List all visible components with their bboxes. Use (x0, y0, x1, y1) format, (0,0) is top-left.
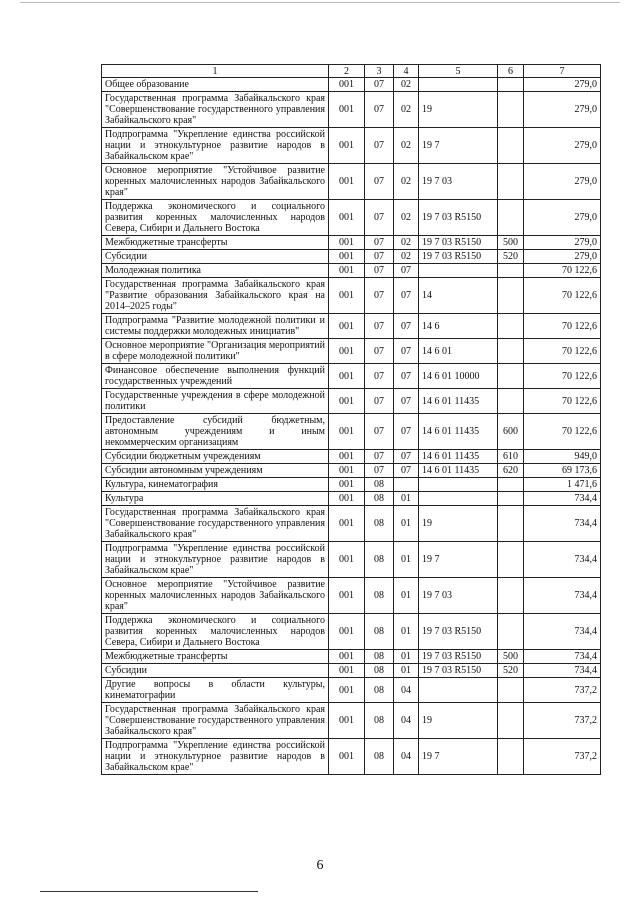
section-code-cell: 08 (365, 703, 394, 739)
expense-type-cell (498, 542, 524, 578)
admin-code-cell: 001 (329, 78, 365, 92)
subsection-code-cell: 07 (394, 464, 419, 478)
expense-type-cell (498, 78, 524, 92)
subsection-code-cell: 02 (394, 78, 419, 92)
subsection-code-cell: 02 (394, 250, 419, 264)
table-row (102, 542, 601, 578)
table-row (102, 678, 601, 703)
section-code-cell: 07 (365, 364, 394, 389)
admin-code-cell: 001 (329, 664, 365, 678)
amount-cell: 734,4 (524, 506, 601, 542)
expense-type-cell (498, 578, 524, 614)
table-row (102, 578, 601, 614)
expense-type-cell (498, 200, 524, 236)
column-header-6: 6 (498, 65, 524, 78)
subsection-code-cell: 07 (394, 450, 419, 464)
row-name-cell: Культура, кинематография (102, 478, 329, 492)
section-code-cell: 08 (365, 614, 394, 650)
amount-cell: 70 122,6 (524, 264, 601, 278)
section-code-cell: 07 (365, 278, 394, 314)
row-name-cell: Общее образование (102, 78, 329, 92)
bottom-divider (40, 891, 258, 892)
expense-type-cell: 520 (498, 664, 524, 678)
row-name-cell: Поддержка экономического и социального развития коренных малочисленных народов Севера, Сибири и Дальнего Востока (102, 200, 329, 236)
target-article-cell: 14 6 01 10000 (419, 364, 498, 389)
admin-code-cell: 001 (329, 450, 365, 464)
column-header-4: 4 (394, 65, 419, 78)
expense-type-cell (498, 739, 524, 775)
subsection-code-cell: 02 (394, 92, 419, 128)
amount-cell: 70 122,6 (524, 314, 601, 339)
subsection-code-cell: 01 (394, 664, 419, 678)
table-row (102, 703, 601, 739)
row-name-cell: Государственная программа Забайкальского края "Совершенствование государственного управления Забайкальского края" (102, 703, 329, 739)
target-article-cell: 14 6 01 11435 (419, 389, 498, 414)
amount-cell: 734,4 (524, 578, 601, 614)
expense-type-cell (498, 339, 524, 364)
section-code-cell: 07 (365, 464, 394, 478)
subsection-code-cell: 07 (394, 314, 419, 339)
target-article-cell: 19 (419, 506, 498, 542)
subsection-code-cell: 02 (394, 128, 419, 164)
row-name-cell: Молодежная политика (102, 264, 329, 278)
subsection-code-cell: 01 (394, 614, 419, 650)
expense-type-cell (498, 264, 524, 278)
table-row (102, 450, 601, 464)
subsection-code-cell: 02 (394, 164, 419, 200)
subsection-code-cell: 02 (394, 200, 419, 236)
target-article-cell: 19 7 03 R5150 (419, 650, 498, 664)
target-article-cell: 19 7 03 R5150 (419, 614, 498, 650)
table-header-row (102, 65, 601, 78)
amount-cell: 734,4 (524, 542, 601, 578)
amount-cell: 734,4 (524, 492, 601, 506)
row-name-cell: Подпрограмма "Укрепление единства российской нации и этнокультурное развитие народов в Забайкальском крае" (102, 128, 329, 164)
expense-type-cell: 500 (498, 236, 524, 250)
expense-type-cell: 600 (498, 414, 524, 450)
section-code-cell: 08 (365, 739, 394, 775)
column-header-5: 5 (419, 65, 498, 78)
expense-type-cell (498, 478, 524, 492)
section-code-cell: 08 (365, 506, 394, 542)
target-article-cell (419, 492, 498, 506)
admin-code-cell: 001 (329, 703, 365, 739)
amount-cell: 734,4 (524, 650, 601, 664)
top-divider (20, 2, 620, 3)
section-code-cell: 08 (365, 650, 394, 664)
admin-code-cell: 001 (329, 264, 365, 278)
expense-type-cell: 610 (498, 450, 524, 464)
column-header-1: 1 (102, 65, 329, 78)
row-name-cell: Подпрограмма "Укрепление единства российской нации и этнокультурное развитие народов в Забайкальском крае" (102, 739, 329, 775)
admin-code-cell: 001 (329, 200, 365, 236)
row-name-cell: Подпрограмма "Развитие молодежной политики и системы поддержки молодежных инициатив" (102, 314, 329, 339)
amount-cell: 279,0 (524, 200, 601, 236)
table-row (102, 278, 601, 314)
target-article-cell: 14 6 (419, 314, 498, 339)
amount-cell: 279,0 (524, 250, 601, 264)
amount-cell: 279,0 (524, 164, 601, 200)
section-code-cell: 07 (365, 389, 394, 414)
row-name-cell: Основное мероприятие "Устойчивое развитие коренных малочисленных народов Забайкальского края" (102, 578, 329, 614)
table-row (102, 236, 601, 250)
admin-code-cell: 001 (329, 389, 365, 414)
amount-cell: 69 173,6 (524, 464, 601, 478)
row-name-cell: Государственные учреждения в сфере молодежной политики (102, 389, 329, 414)
subsection-code-cell: 07 (394, 278, 419, 314)
admin-code-cell: 001 (329, 364, 365, 389)
expense-type-cell (498, 506, 524, 542)
table-row (102, 650, 601, 664)
amount-cell: 70 122,6 (524, 339, 601, 364)
admin-code-cell: 001 (329, 236, 365, 250)
expense-type-cell: 520 (498, 250, 524, 264)
amount-cell: 70 122,6 (524, 278, 601, 314)
amount-cell: 279,0 (524, 128, 601, 164)
row-name-cell: Межбюджетные трансферты (102, 236, 329, 250)
table-row (102, 264, 601, 278)
row-name-cell: Государственная программа Забайкальского края "Совершенствование государственного управления Забайкальского края" (102, 506, 329, 542)
target-article-cell: 19 7 (419, 128, 498, 164)
admin-code-cell: 001 (329, 164, 365, 200)
target-article-cell (419, 478, 498, 492)
admin-code-cell: 001 (329, 478, 365, 492)
amount-cell: 279,0 (524, 92, 601, 128)
expense-type-cell (498, 278, 524, 314)
admin-code-cell: 001 (329, 464, 365, 478)
section-code-cell: 07 (365, 414, 394, 450)
table-row (102, 364, 601, 389)
admin-code-cell: 001 (329, 678, 365, 703)
expense-type-cell (498, 492, 524, 506)
column-header-7: 7 (524, 65, 601, 78)
table-row (102, 414, 601, 450)
admin-code-cell: 001 (329, 128, 365, 164)
section-code-cell: 07 (365, 450, 394, 464)
target-article-cell (419, 264, 498, 278)
admin-code-cell: 001 (329, 339, 365, 364)
admin-code-cell: 001 (329, 314, 365, 339)
expense-type-cell (498, 703, 524, 739)
expense-type-cell (498, 678, 524, 703)
admin-code-cell: 001 (329, 278, 365, 314)
section-code-cell: 07 (365, 339, 394, 364)
expense-type-cell (498, 364, 524, 389)
column-header-2: 2 (329, 65, 365, 78)
row-name-cell: Поддержка экономического и социального развития коренных малочисленных народов Севера, Сибири и Дальнего Востока (102, 614, 329, 650)
section-code-cell: 07 (365, 78, 394, 92)
amount-cell: 737,2 (524, 703, 601, 739)
section-code-cell: 08 (365, 478, 394, 492)
table-row (102, 478, 601, 492)
target-article-cell: 19 7 03 R5150 (419, 236, 498, 250)
amount-cell: 70 122,6 (524, 364, 601, 389)
admin-code-cell: 001 (329, 650, 365, 664)
target-article-cell: 14 (419, 278, 498, 314)
target-article-cell: 14 6 01 (419, 339, 498, 364)
row-name-cell: Субсидии автономным учреждениям (102, 464, 329, 478)
target-article-cell: 19 (419, 703, 498, 739)
expense-type-cell (498, 128, 524, 164)
target-article-cell: 14 6 01 11435 (419, 464, 498, 478)
amount-cell: 279,0 (524, 78, 601, 92)
subsection-code-cell: 01 (394, 650, 419, 664)
target-article-cell: 14 6 01 11435 (419, 450, 498, 464)
section-code-cell: 07 (365, 200, 394, 236)
subsection-code-cell (394, 478, 419, 492)
target-article-cell: 19 7 (419, 739, 498, 775)
row-name-cell: Подпрограмма "Укрепление единства российской нации и этнокультурное развитие народов в Забайкальском крае" (102, 542, 329, 578)
table-row (102, 314, 601, 339)
admin-code-cell: 001 (329, 250, 365, 264)
subsection-code-cell: 04 (394, 703, 419, 739)
target-article-cell (419, 678, 498, 703)
table-row (102, 78, 601, 92)
column-header-3: 3 (365, 65, 394, 78)
subsection-code-cell: 07 (394, 414, 419, 450)
amount-cell: 737,2 (524, 739, 601, 775)
target-article-cell: 19 7 03 (419, 164, 498, 200)
admin-code-cell: 001 (329, 739, 365, 775)
table-row (102, 200, 601, 236)
admin-code-cell: 001 (329, 578, 365, 614)
subsection-code-cell: 01 (394, 542, 419, 578)
table-row (102, 614, 601, 650)
section-code-cell: 08 (365, 664, 394, 678)
row-name-cell: Субсидии (102, 250, 329, 264)
amount-cell: 70 122,6 (524, 389, 601, 414)
row-name-cell: Государственная программа Забайкальского края "Развитие образования Забайкальского края на 2014–2025 годы" (102, 278, 329, 314)
table-row (102, 92, 601, 128)
row-name-cell: Субсидии бюджетным учреждениям (102, 450, 329, 464)
expense-type-cell (498, 92, 524, 128)
amount-cell: 734,4 (524, 614, 601, 650)
expense-type-cell: 620 (498, 464, 524, 478)
target-article-cell: 19 (419, 92, 498, 128)
row-name-cell: Субсидии (102, 664, 329, 678)
expense-type-cell (498, 389, 524, 414)
amount-cell: 734,4 (524, 664, 601, 678)
amount-cell: 737,2 (524, 678, 601, 703)
subsection-code-cell: 07 (394, 389, 419, 414)
section-code-cell: 08 (365, 678, 394, 703)
section-code-cell: 08 (365, 492, 394, 506)
row-name-cell: Предоставление субсидий бюджетным, автономным учреждениям и иным некоммерческим организациям (102, 414, 329, 450)
subsection-code-cell: 04 (394, 739, 419, 775)
subsection-code-cell: 01 (394, 578, 419, 614)
section-code-cell: 08 (365, 542, 394, 578)
row-name-cell: Межбюджетные трансферты (102, 650, 329, 664)
table-row (102, 464, 601, 478)
row-name-cell: Культура (102, 492, 329, 506)
admin-code-cell: 001 (329, 506, 365, 542)
target-article-cell (419, 78, 498, 92)
row-name-cell: Государственная программа Забайкальского края "Совершенствование государственного управления Забайкальского края" (102, 92, 329, 128)
amount-cell: 1 471,6 (524, 478, 601, 492)
section-code-cell: 07 (365, 92, 394, 128)
section-code-cell: 07 (365, 314, 394, 339)
table-row (102, 739, 601, 775)
admin-code-cell: 001 (329, 492, 365, 506)
admin-code-cell: 001 (329, 92, 365, 128)
admin-code-cell: 001 (329, 542, 365, 578)
section-code-cell: 07 (365, 164, 394, 200)
subsection-code-cell: 01 (394, 492, 419, 506)
target-article-cell: 19 7 03 R5150 (419, 200, 498, 236)
amount-cell: 279,0 (524, 236, 601, 250)
target-article-cell: 14 6 01 11435 (419, 414, 498, 450)
target-article-cell: 19 7 03 (419, 578, 498, 614)
table-row (102, 389, 601, 414)
table-row (102, 339, 601, 364)
section-code-cell: 07 (365, 128, 394, 164)
subsection-code-cell: 04 (394, 678, 419, 703)
table-body (102, 78, 601, 775)
target-article-cell: 19 7 (419, 542, 498, 578)
section-code-cell: 08 (365, 578, 394, 614)
admin-code-cell: 001 (329, 614, 365, 650)
admin-code-cell: 001 (329, 414, 365, 450)
target-article-cell: 19 7 03 R5150 (419, 664, 498, 678)
row-name-cell: Другие вопросы в области культуры, кинематографии (102, 678, 329, 703)
amount-cell: 949,0 (524, 450, 601, 464)
subsection-code-cell: 07 (394, 364, 419, 389)
target-article-cell: 19 7 03 R5150 (419, 250, 498, 264)
table-row (102, 164, 601, 200)
expense-type-cell (498, 614, 524, 650)
table-row (102, 492, 601, 506)
table-row (102, 506, 601, 542)
expense-type-cell (498, 314, 524, 339)
expense-type-cell: 500 (498, 650, 524, 664)
row-name-cell: Основное мероприятие "Устойчивое развитие коренных малочисленных народов Забайкальского края" (102, 164, 329, 200)
row-name-cell: Основное мероприятие "Организация мероприятий в сфере молодежной политики" (102, 339, 329, 364)
subsection-code-cell: 07 (394, 339, 419, 364)
row-name-cell: Финансовое обеспечение выполнения функций государственных учреждений (102, 364, 329, 389)
section-code-cell: 07 (365, 236, 394, 250)
subsection-code-cell: 02 (394, 236, 419, 250)
table-row (102, 664, 601, 678)
subsection-code-cell: 07 (394, 264, 419, 278)
expense-type-cell (498, 164, 524, 200)
page-number: 6 (316, 858, 324, 873)
amount-cell: 70 122,6 (524, 414, 601, 450)
table-row (102, 128, 601, 164)
table-row (102, 250, 601, 264)
section-code-cell: 07 (365, 250, 394, 264)
budget-table (101, 64, 601, 775)
section-code-cell: 07 (365, 264, 394, 278)
subsection-code-cell: 01 (394, 506, 419, 542)
